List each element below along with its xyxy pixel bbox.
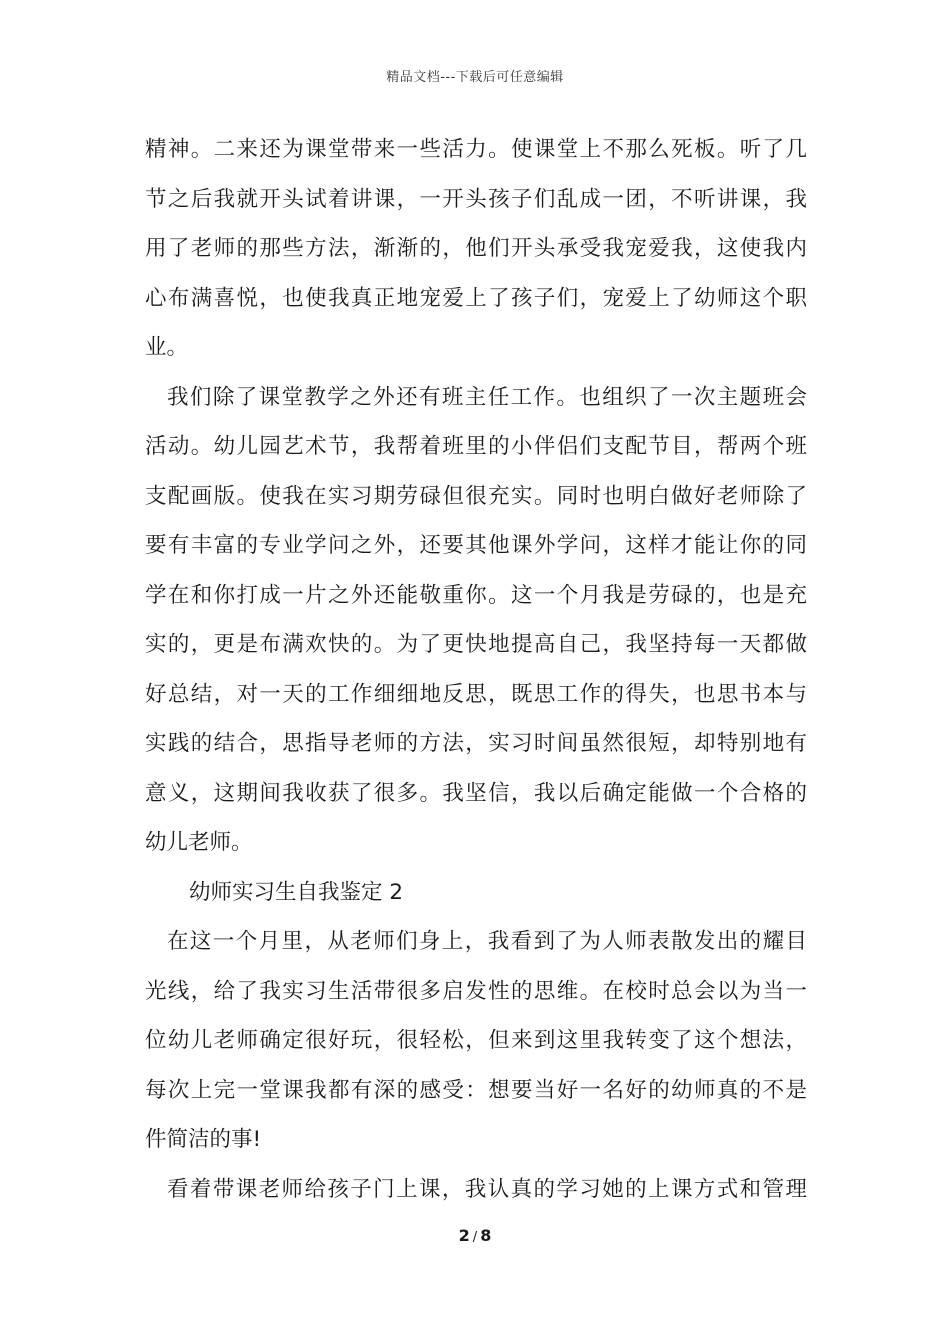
page-separator: /: [472, 1230, 478, 1245]
text-line: 精神。二来还为课堂带来一些活力。使课堂上不那么死板。听了几: [145, 137, 807, 162]
text-line: 业。: [145, 335, 189, 360]
total-pages: 8: [480, 1226, 492, 1245]
text-line: 要有丰富的专业学问之外，还要其他课外学问，这样才能让你的同: [145, 533, 807, 558]
text-line: 件简洁的事!: [145, 1127, 262, 1152]
text-line: 光线，给了我实习生活带很多启发性的思维。在校时总会以为当一: [145, 978, 807, 1004]
text-line: 实践的结合，思指导老师的方法，实习时间虽然很短，却特别地有: [145, 731, 807, 756]
document-body: [145, 125, 807, 1214]
page-number: [0, 1226, 950, 1245]
text-line: 幼儿老师。: [145, 830, 253, 855]
text-line: 好总结，对一天的工作细细地反思，既思工作的得失，也思书本与: [145, 681, 807, 707]
text-line: 实的，更是布满欢快的。为了更快地提高自己，我坚持每一天都做: [145, 632, 807, 657]
text-line: 支配画版。使我在实习期劳碌但很充实。同时也明白做好老师除了: [145, 483, 807, 509]
text-line: 学在和你打成一片之外还能敬重你。这一个月我是劳碌的，也是充: [145, 582, 807, 608]
section-heading: 幼师实习生自我鉴定 2: [189, 879, 404, 905]
text-line: 意义，这期间我收获了很多。我坚信，我以后确定能做一个合格的: [145, 780, 807, 806]
text-line: 用了老师的那些方法，渐渐的，他们开头承受我宠爱我，这使我内: [145, 236, 807, 261]
text-line: 看着带课老师给孩子门上课，我认真的学习她的上课方式和管理: [167, 1176, 807, 1202]
page-header: 精品文档---下载后可任意编辑: [386, 70, 564, 85]
text-line: 在这一个月里，从老师们身上，我看到了为人师表散发出的耀目: [167, 929, 807, 954]
text-line: 每次上完一堂课我都有深的感受：想要当好一名好的幼师真的不是: [145, 1077, 807, 1103]
text-line: 位幼儿老师确定很好玩，很轻松，但来到这里我转变了这个想法，: [145, 1028, 807, 1053]
current-page: 2: [458, 1226, 470, 1245]
text-line: 节之后我就开头试着讲课，一开头孩子们乱成一团，不听讲课，我: [145, 186, 807, 212]
text-line: 我们除了课堂教学之外还有班主任工作。也组织了一次主题班会: [167, 384, 807, 410]
text-line: 活动。幼儿园艺术节，我帮着班里的小伴侣们支配节目，帮两个班: [145, 434, 807, 459]
text-line: 心布满喜悦，也使我真正地宠爱上了孩子们，宠爱上了幼师这个职: [145, 285, 807, 311]
